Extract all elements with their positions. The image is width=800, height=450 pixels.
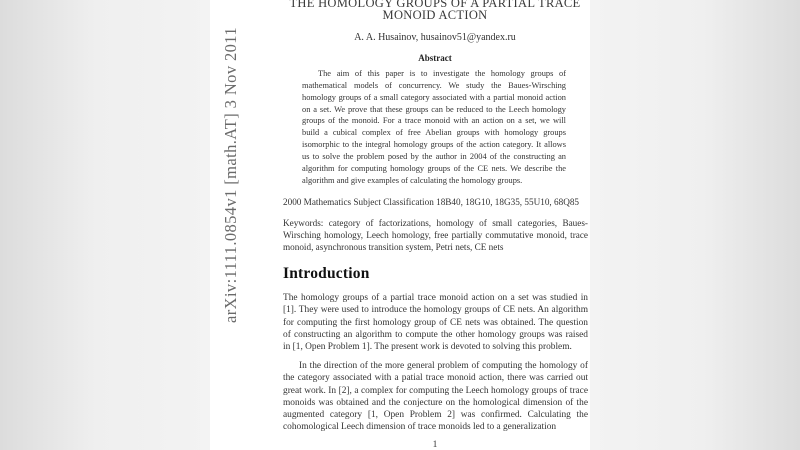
abstract-body: The aim of this paper is to investigate the homology groups of mathematical models of concurrency. We study the Baues-Wirsching homology groups of a small category associated with a partial monoid action on a set. We prove that these groups can be reduced to the Leech homology groups of the monoid. For a trace monoid with an action on a set, we will build a cubical complex of free Abelian groups with homology groups isomorphic to the integral homology groups of the action category. It allows us to solve the problem posed by the author in 2004 of the constructing an algorithm for computing homology groups of the CE nets. We describe the algorithm and give examples of calculating the homology groups. [302,69,566,185]
author-line: A. A. Husainov, husainov51@yandex.ru [354,32,516,43]
paper-title-line-1: THE HOMOLOGY GROUPS OF A PARTIAL TRACE [289,0,581,10]
abstract-heading: Abstract [418,53,452,63]
intro-paragraph-1: The homology groups of a partial trace monoid action on a set was studied in [1]. They were used to introduce the homology groups of CE nets. An algorithm for computing the first homology group of CE nets was obtained. The question of constructing an algorithm to compute the other homology groups was raised in [1, Open Problem 1]. The present work is devoted to solving this problem. [283,293,588,353]
paper-title-line-2: MONOID ACTION [382,8,488,22]
msc-classification: 2000 Mathematics Subject Classification 18B40, 18G10, 18G35, 55U10, 68Q85 [283,197,580,207]
keywords: Keywords: category of factorizations, homology of small categories, Baues-Wirsching homology, Leech homology, free partially commutative monoid, trace monoid, asynchronous transition system, Petri nets, CE nets [283,218,588,253]
page-number: 1 [432,440,438,450]
intro-paragraph-2: In the direction of the more general problem of computing the homology of the category associated with a patial trace monoid action, there was carried out great work. In [2], a complex for computing the Leech homology groups of trace monoids was obtained and the conjecture on the homological dimension of the augmented category [1, Open Problem 2] was confirmed. Calculating the cohomological Leech dimension of trace monoids led to a generalization [283,361,588,433]
section-heading-introduction: Introduction [283,265,370,282]
arxiv-identifier: arXiv:1111.0854v1 [math.AT] 3 Nov 2011 [221,27,240,323]
